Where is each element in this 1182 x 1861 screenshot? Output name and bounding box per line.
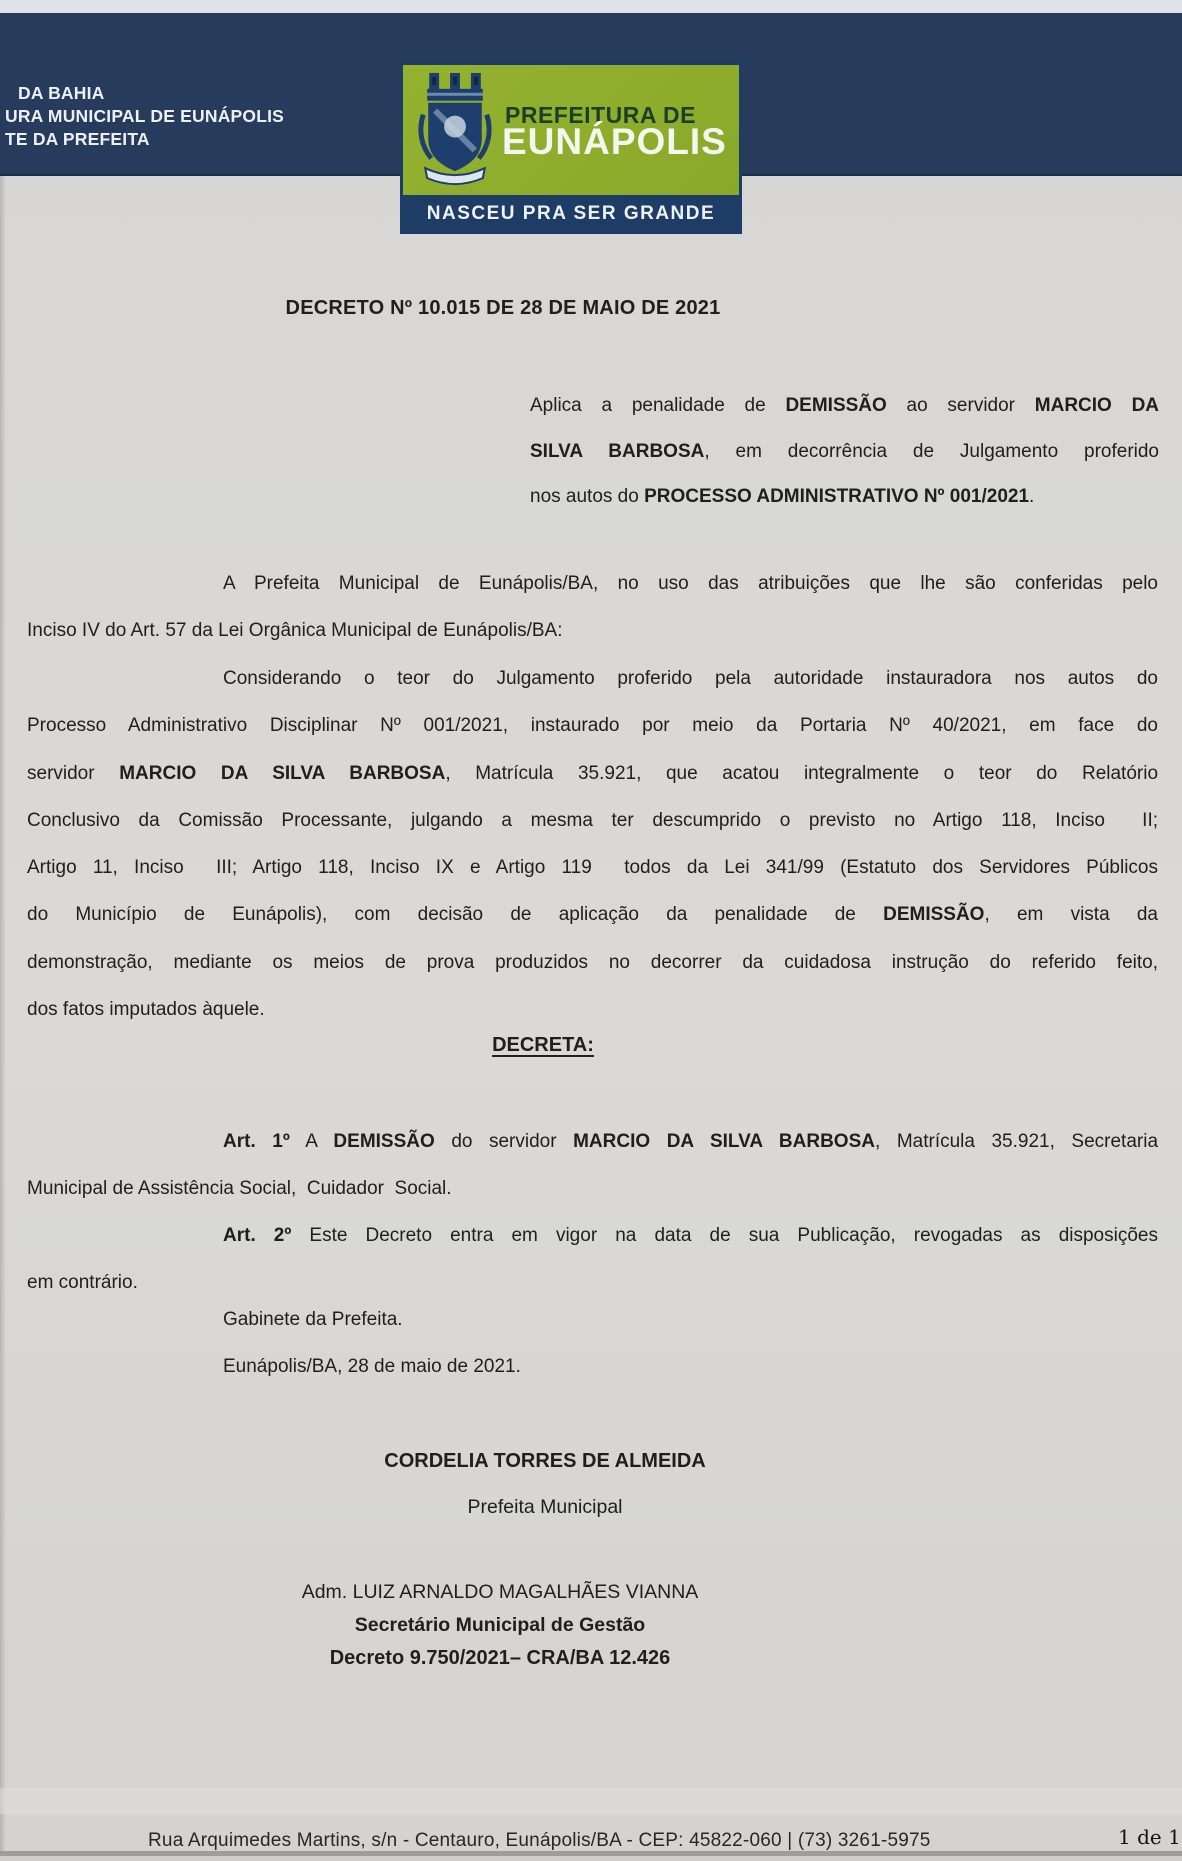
decreta-heading: DECRETA:: [492, 1034, 594, 1056]
municipality-line: URA MUNICIPAL DE EUNÁPOLIS: [5, 106, 285, 126]
article-1: Art. 1º A DEMISSÃO do servidor MARCIO DA SILVA BARBOSA, Matrícula 35.921, Secretaria Municipal de Assistência Social, Cuidador Social.: [27, 1131, 1159, 1200]
signature-mayor-name: CORDELIA TORRES DE ALMEIDA: [384, 1450, 706, 1472]
footer-address: Rua Arquimedes Martins, s/n - Centauro, Eunápolis/BA - CEP: 45822-060 | (73) 3261-5975: [148, 1830, 931, 1851]
signature-secretary-role: Secretário Municipal de Gestão: [354, 1614, 646, 1636]
preamble-paragraph: A Prefeita Municipal de Eunápolis/BA, no uso das atribuições que lhe são conferidas pelo Inciso IV do Art. 57 da Lei Orgânica Municipal de Eunápolis/BA:: [27, 573, 1158, 642]
logo-tagline: NASCEU PRA SER GRANDE: [426, 203, 716, 224]
scan-crease: [0, 1788, 1182, 1814]
state-line: DA BAHIA: [18, 83, 105, 103]
scan-top-edge: [0, 0, 1182, 13]
coat-of-arms-icon: [411, 67, 499, 193]
logo-prefeitura-de-text: PREFEITURA DE: [505, 102, 696, 128]
prefeitura-logo: [400, 62, 742, 234]
header-left-text: [5, 82, 284, 151]
logo-green-panel: [403, 65, 739, 195]
article-2: Art. 2º Este Decreto entra em vigor na data de sua Publicação, revogadas as disposições em contrário.: [27, 1225, 1158, 1294]
decree-title: DECRETO Nº 10.015 DE 28 DE MAIO DE 2021: [285, 297, 721, 319]
closing-line-gabinete: Gabinete da Prefeita.: [223, 1309, 403, 1330]
office-line: TE DA PREFEITA: [5, 129, 150, 149]
scan-bottom-edge: [0, 1856, 1182, 1861]
signature-mayor-role: Prefeita Municipal: [467, 1496, 623, 1518]
decree-summary: Aplica a penalidade de DEMISSÃO ao servidor MARCIO DA SILVA BARBOSA, em decorrência de Julgamento proferido nos autos do PROCESSO ADMINISTRATIVO Nº 001/2021.: [530, 395, 1160, 507]
page-indicator: 1 de 1: [1118, 1825, 1181, 1849]
considerando-paragraph: Considerando o teor do Julgamento proferido pela autoridade instauradora nos autos do Processo Administrativo Disciplinar Nº 001/2021, instaurado por meio da Portaria Nº 40/2021, em face do servidor MARCIO DA SILVA BARBOSA, Matrícula 35.921, que acatou integralmente o teor do Relatório Conclusivo da Comissão Processante, julgando a mesma ter descumprido o previsto no Artigo 118, Inciso II; Artigo 11, Inciso III; Artigo 118, Inciso IX e Artigo 119 todos da Lei 341/99 (Estatuto dos Servidores Públicos do Município de Eunápolis), com decisão de aplicação da penalidade de DEMISSÃO, em vista da demonstração, mediante os meios de prova produzidos no decorrer da cuidadosa instrução do referido feito, dos fatos imputados àquele.: [27, 668, 1159, 1021]
signature-secretary-name: Adm. LUIZ ARNALDO MAGALHÃES VIANNA: [301, 1581, 699, 1603]
signature-secretary-registration: Decreto 9.750/2021– CRA/BA 12.426: [329, 1647, 671, 1669]
scan-left-shadow: [0, 176, 6, 1856]
logo-eunapolis-text: EUNÁPOLIS: [502, 121, 727, 162]
closing-line-date: Eunápolis/BA, 28 de maio de 2021.: [223, 1356, 521, 1377]
